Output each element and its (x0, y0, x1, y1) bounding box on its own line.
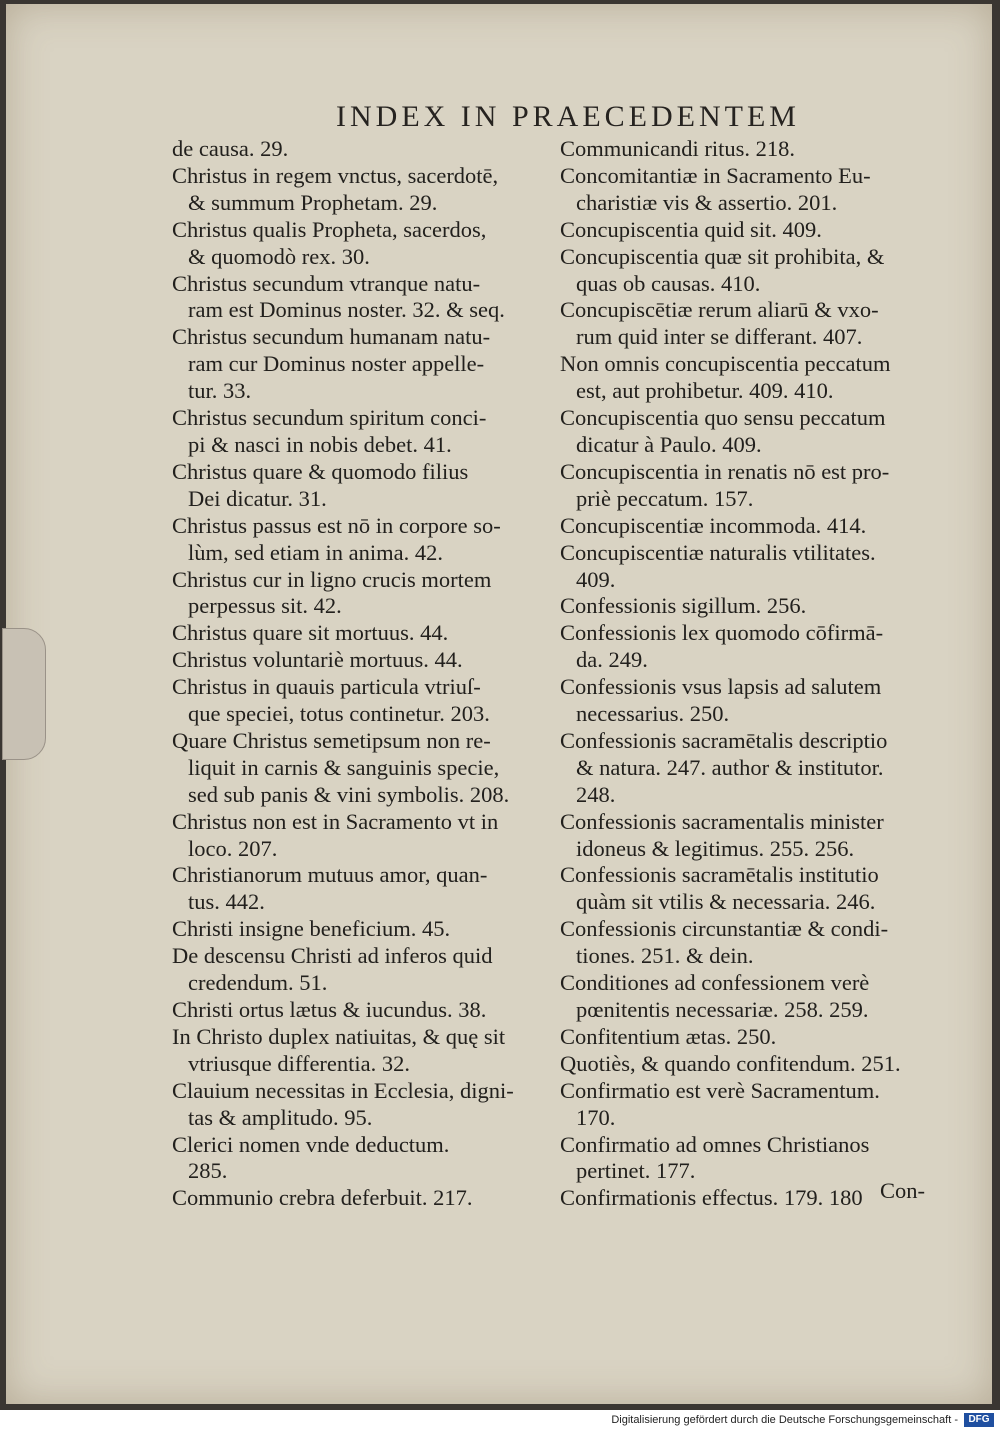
index-entry-line: charistiæ vis & assertio. 201. (576, 189, 838, 215)
index-entry-line: Confessionis sacramētalis institutio (560, 862, 879, 888)
running-header: INDEX IN PRAECEDENTEM (336, 100, 800, 133)
index-entry-line: Confirmationis effectus. 179. 180 (560, 1185, 863, 1211)
index-entry-line: Dei dicatur. 31. (188, 485, 327, 511)
index-entry-line: necessarius. 250. (576, 701, 730, 727)
index-entry-line: Christus in quauis particula vtriuſ- (172, 674, 481, 700)
index-entry-line: que speciei, totus continetur. 203. (188, 701, 490, 727)
index-entry-line: Christus quare sit mortuus. 44. (172, 620, 449, 646)
index-entry-line: liquit in carnis & sanguinis specie, (188, 754, 500, 780)
index-entry-line: Confessionis sacramentalis minister (560, 808, 884, 834)
index-entry-line: Communio crebra deferbuit. 217. (172, 1185, 473, 1211)
index-entry-line: tas & amplitudo. 95. (188, 1104, 373, 1130)
catchword: Con- (880, 1178, 925, 1203)
index-entry-line: Concupiscētiæ rerum aliarū & vxo- (560, 297, 879, 323)
index-entry-line: sed sub panis & vini symbolis. 208. (188, 781, 510, 807)
index-entry (560, 916, 945, 970)
index-entry-line: Christus passus est nō in corpore so- (172, 512, 501, 538)
index-entry (172, 943, 558, 997)
index-column-left (172, 136, 558, 1212)
index-entry-line: Concupiscentia quæ sit prohibita, & (560, 243, 885, 269)
index-entry-line: est, aut prohibetur. 409. 410. (576, 378, 834, 404)
index-entry-line: Concupiscentia quid sit. 409. (560, 216, 822, 242)
index-entry-line: Quotiès, & quando confitendum. 251. (560, 1050, 901, 1076)
index-entry-line: de causa. 29. (172, 136, 289, 161)
footer-credit: Digitalisierung gefördert durch die Deutsche Forschungsgemeinschaft - (611, 1414, 958, 1426)
page-clip-mark (2, 628, 46, 760)
index-entry-line: loco. 207. (188, 835, 278, 861)
index-entry-line: Confitentium ætas. 250. (560, 1023, 777, 1049)
index-entry-line: Concupiscentia quo sensu peccatum (560, 405, 886, 431)
index-entry-line: Non omnis concupiscentia peccatum (560, 351, 891, 377)
index-entry-line: Confirmatio est verè Sacramentum. (560, 1077, 880, 1103)
index-entry-line: Concomitantiæ in Sacramento Eu- (560, 162, 871, 188)
index-entry-line: Christi insigne beneficium. 45. (172, 916, 451, 942)
index-entry-line: Christus qualis Propheta, sacerdos, (172, 216, 487, 242)
index-entry-line: ram cur Dominus noster appelle- (188, 351, 485, 377)
index-entry-line: Christus quare & quomodo filius (172, 458, 469, 484)
index-entry (560, 1078, 945, 1132)
index-entry (560, 1051, 945, 1078)
index-entry-line: ram est Dominus noster. 32. & seq. (188, 297, 505, 323)
index-entry-line: Confirmatio ad omnes Christianos (560, 1131, 870, 1157)
index-entry (560, 970, 945, 1024)
index-entry (560, 244, 945, 298)
index-entry-line: Confessionis sacramētalis descriptio (560, 727, 888, 753)
index-entry (560, 540, 945, 594)
index-entry-line: dicatur à Paulo. 409. (576, 431, 762, 457)
index-entry (172, 324, 558, 405)
index-entry-line: Confessionis sigillum. 256. (560, 593, 807, 619)
index-entry-line: tiones. 251. & dein. (576, 943, 754, 969)
index-entry (172, 163, 558, 217)
index-entry (560, 217, 945, 244)
index-entry-line: tur. 33. (188, 378, 252, 404)
index-entry-line: & quomodò rex. 30. (188, 243, 370, 269)
index-entry (172, 513, 558, 567)
index-entry (172, 567, 558, 621)
index-entry-line: Christi ortus lætus & iucundus. 38. (172, 997, 487, 1022)
index-entry-line: vtriusque differentia. 32. (188, 1050, 411, 1076)
index-entry-line: lùm, sed etiam in anima. 42. (188, 539, 443, 565)
index-entry-line: 285. (188, 1158, 228, 1184)
index-entry (560, 674, 945, 728)
index-entry-line: 170. (576, 1104, 616, 1130)
index-entry (560, 163, 945, 217)
index-entry-line: 248. (576, 781, 616, 807)
index-entry (172, 405, 558, 459)
index-entry-line: Confessionis lex quomodo cōfirmā- (560, 620, 884, 646)
index-entry (560, 459, 945, 513)
index-entry (172, 136, 558, 163)
index-entry-line: & natura. 247. author & institutor. (576, 754, 884, 780)
index-entry-line: Concupiscentia in renatis nō est pro- (560, 458, 890, 484)
index-entry (172, 1185, 558, 1212)
index-entry-line: Christus non est in Sacramento vt in (172, 808, 499, 834)
index-entry (560, 405, 945, 459)
index-entry (560, 351, 945, 405)
index-entry (560, 513, 945, 540)
index-entry (560, 1024, 945, 1051)
index-column-right (560, 136, 945, 1212)
index-entry-line: quàm sit vtilis & necessaria. 246. (576, 889, 876, 915)
index-entry-line: pertinet. 177. (576, 1158, 696, 1184)
index-entry (172, 271, 558, 325)
index-entry-line: Christus voluntariè mortuus. 44. (172, 647, 463, 673)
index-entry-line: Communicandi ritus. 218. (560, 136, 795, 161)
index-entry (172, 728, 558, 809)
index-entry (172, 674, 558, 728)
index-entry-line: tus. 442. (188, 889, 265, 915)
index-entry-line: Concupiscentiæ incommoda. 414. (560, 512, 867, 538)
index-entry (172, 997, 558, 1024)
index-entry-line: Confessionis vsus lapsis ad salutem (560, 674, 882, 700)
index-entry (172, 862, 558, 916)
index-entry-line: pi & nasci in nobis debet. 41. (188, 431, 452, 457)
index-entry-line: pœnitentis necessariæ. 258. 259. (576, 997, 869, 1022)
index-entry-line: Christus secundum humanam natu- (172, 324, 491, 350)
dfg-logo: DFG (964, 1413, 994, 1427)
index-entry-line: idoneus & legitimus. 255. 256. (576, 835, 855, 861)
index-entry (172, 1024, 558, 1078)
index-entry-line: & summum Prophetam. 29. (188, 189, 438, 215)
index-entry-line: Christus secundum vtranque natu- (172, 270, 481, 296)
index-entry (560, 297, 945, 351)
index-entry (172, 916, 558, 943)
index-entry-line: Christianorum mutuus amor, quan- (172, 862, 488, 888)
index-entry-line: 409. (576, 566, 616, 592)
index-entry-line: da. 249. (576, 647, 648, 673)
index-entry-line: rum quid inter se differant. 407. (576, 324, 863, 350)
index-entry (172, 620, 558, 647)
index-entry-line: Christus secundum spiritum conci- (172, 405, 487, 431)
index-entry (560, 136, 945, 163)
index-entry-line: Conditiones ad confessionem verè (560, 970, 870, 996)
index-entry-line: Confessionis circunstantiæ & condi- (560, 916, 889, 942)
index-entry (560, 809, 945, 863)
index-entry-line: credendum. 51. (188, 970, 328, 996)
index-entry-line: In Christo duplex natiuitas, & quę sit (172, 1023, 506, 1049)
index-entry (560, 728, 945, 809)
index-entry-line: Clerici nomen vnde deductum. (172, 1131, 450, 1157)
index-entry (172, 1078, 558, 1132)
index-entry (172, 459, 558, 513)
index-entry (560, 593, 945, 620)
index-entry (172, 809, 558, 863)
index-entry-line: Christus in regem vnctus, sacerdotē, (172, 162, 499, 188)
index-entry-line: Clauium necessitas in Ecclesia, digni- (172, 1077, 514, 1103)
index-entry-line: priè peccatum. 157. (576, 485, 754, 511)
index-entry-line: Concupiscentiæ naturalis vtilitates. (560, 539, 876, 565)
index-entry-line: quas ob causas. 410. (576, 270, 761, 296)
index-entry-line: De descensu Christi ad inferos quid (172, 943, 493, 969)
index-entry-line: Christus cur in ligno crucis mortem (172, 566, 492, 592)
index-entry (172, 647, 558, 674)
index-entry (560, 620, 945, 674)
index-entry-line: Quare Christus semetipsum non re- (172, 727, 491, 753)
index-entry-line: perpessus sit. 42. (188, 593, 342, 619)
index-entry (172, 217, 558, 271)
index-entry (172, 1132, 558, 1186)
index-entry (560, 862, 945, 916)
